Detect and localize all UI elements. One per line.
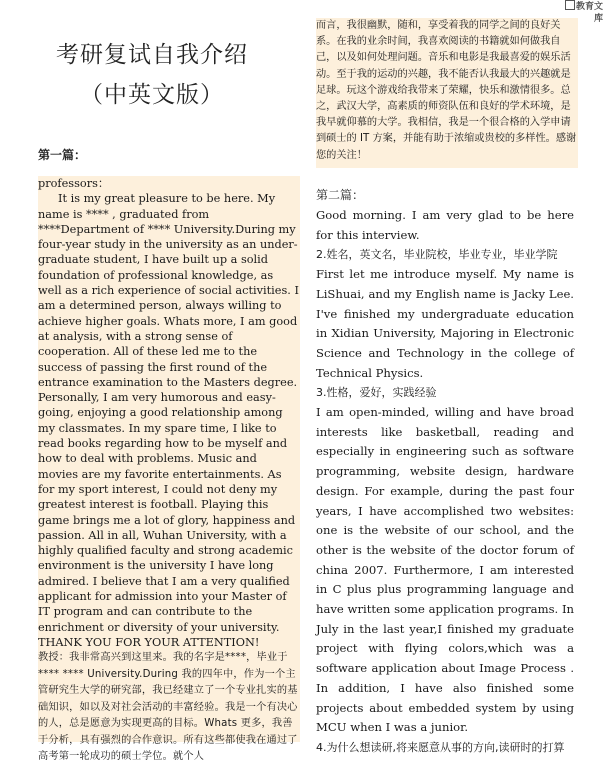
page-title: 考研复试自我介绍: [56, 42, 248, 68]
page-subtitle: （中英文版）: [80, 82, 224, 108]
thanks-line: THANK YOU FOR YOUR ATTENTION!: [38, 635, 260, 649]
logo-icon: [565, 0, 575, 10]
item-3-heading: 3.性格，爱好，实践经验: [316, 386, 437, 400]
watermark-logo: [557, 0, 603, 24]
chinese-translation-continued: 而言，我很幽默，随和，享受着我的同学之间的良好关系。在我的业余时间，我喜欢阅读的书籍就如何做我自己，以及如何处理问题。音乐和电影是我最喜爱的娱乐活动。至于我的运动的兴趣，我不能否认我最大的兴趣就是足球。玩这个游戏给我带来了荣耀，快乐和激情很多。总之，武汉大学，高素质的师资队伍和良好的学术环境，是我早就仰慕的大学。我相信，我是一个很合格的入学申请到硕士的 IT 方案，并能有助于浓缩或贵校的多样性。感谢您的关注！: [316, 18, 578, 168]
watermark-text: 教育文库: [575, 2, 603, 24]
salutation: professors：: [38, 177, 110, 190]
item-2-heading: 2.姓名，英文名，毕业院校，毕业专业，毕业学院: [316, 248, 558, 262]
english-intro-paragraph: It is my great pleasure to be here. My name is **** , graduated from ****Department of **** University.During my four-year study in the university as an under-graduate student, I have built up a solid foundation of professional knowledge, as well as a rich experience of social activities. I am a determined person, always willing to achieve higher goals. Whats more, I am good at analysis, with a strong sense of cooperation. All of these led me to the success of passing the first round of the entrance examination to the Masters degree. Personally, I am very humorous and easy-going, enjoying a good relationship among my classmates. In my spare time, I like to read books regarding how to be myself and how to deal with problems. Music and movies are my favorite entertainments. As for my sport interest, I could not deny my greatest interest is football. Playing this game brings me a lot of glory, happiness and passion. All in all, Wuhan University, with a highly qualified faculty and strong academic environment is the university I have long admired. I believe that I am a very qualified applicant for admission into your Master of IT program and can contribute to the enrichment or diversity of your university.: [38, 192, 299, 634]
chinese-translation-paragraph: 教授：我非常高兴到这里来。我的名字是****，毕业于**** **** University.During 我的四年中，作为一个主管研究生大学的研究部，我已经建立了一个专业扎实的基础知识，如以及对社会活动的丰富经验。我是一个有决心的人，总是愿意为实现更高的目标。Whats 更多，我善于分析，具有强烈的合作意识。所有这些都使我在通过了高考第一轮成功的硕士学位。就个人: [38, 652, 298, 763]
greeting-paragraph: Good morning. I am very glad to be here for this interview.: [316, 208, 574, 242]
item-4-heading: 4.为什么想读研,将来愿意从事的方向,读研时的打算: [316, 740, 565, 754]
section2-heading: 第二篇：: [316, 188, 365, 202]
intro-paragraph: First let me introduce myself. My name is LiShuai, and my English name is Jacky Lee. I've finished my undergraduate education in Xidian University, Majoring in Electronic Science and Technology in the college of Technical Physics.: [316, 267, 574, 380]
section2-body: [316, 206, 574, 766]
section1-body: [38, 176, 300, 763]
section1-heading: 第一篇：: [38, 148, 87, 162]
personality-paragraph: I am open-minded, willing and have broad interests like basketball, reading and especially in engineering such as software programming, website design, hardware design. For example, during the past four years, I have accomplished two websites: one is the website of our school, and the other is the website of the doctor forum of china 2007. Furthermore, I am interested in C plus plus programming language and have written some application programs. In July in the last year,I finished my graduate project with flying colors,which was a software application about Image Process . In addition, I have also finished some projects about embedded system by using MCU when I was a junior.: [316, 405, 574, 735]
